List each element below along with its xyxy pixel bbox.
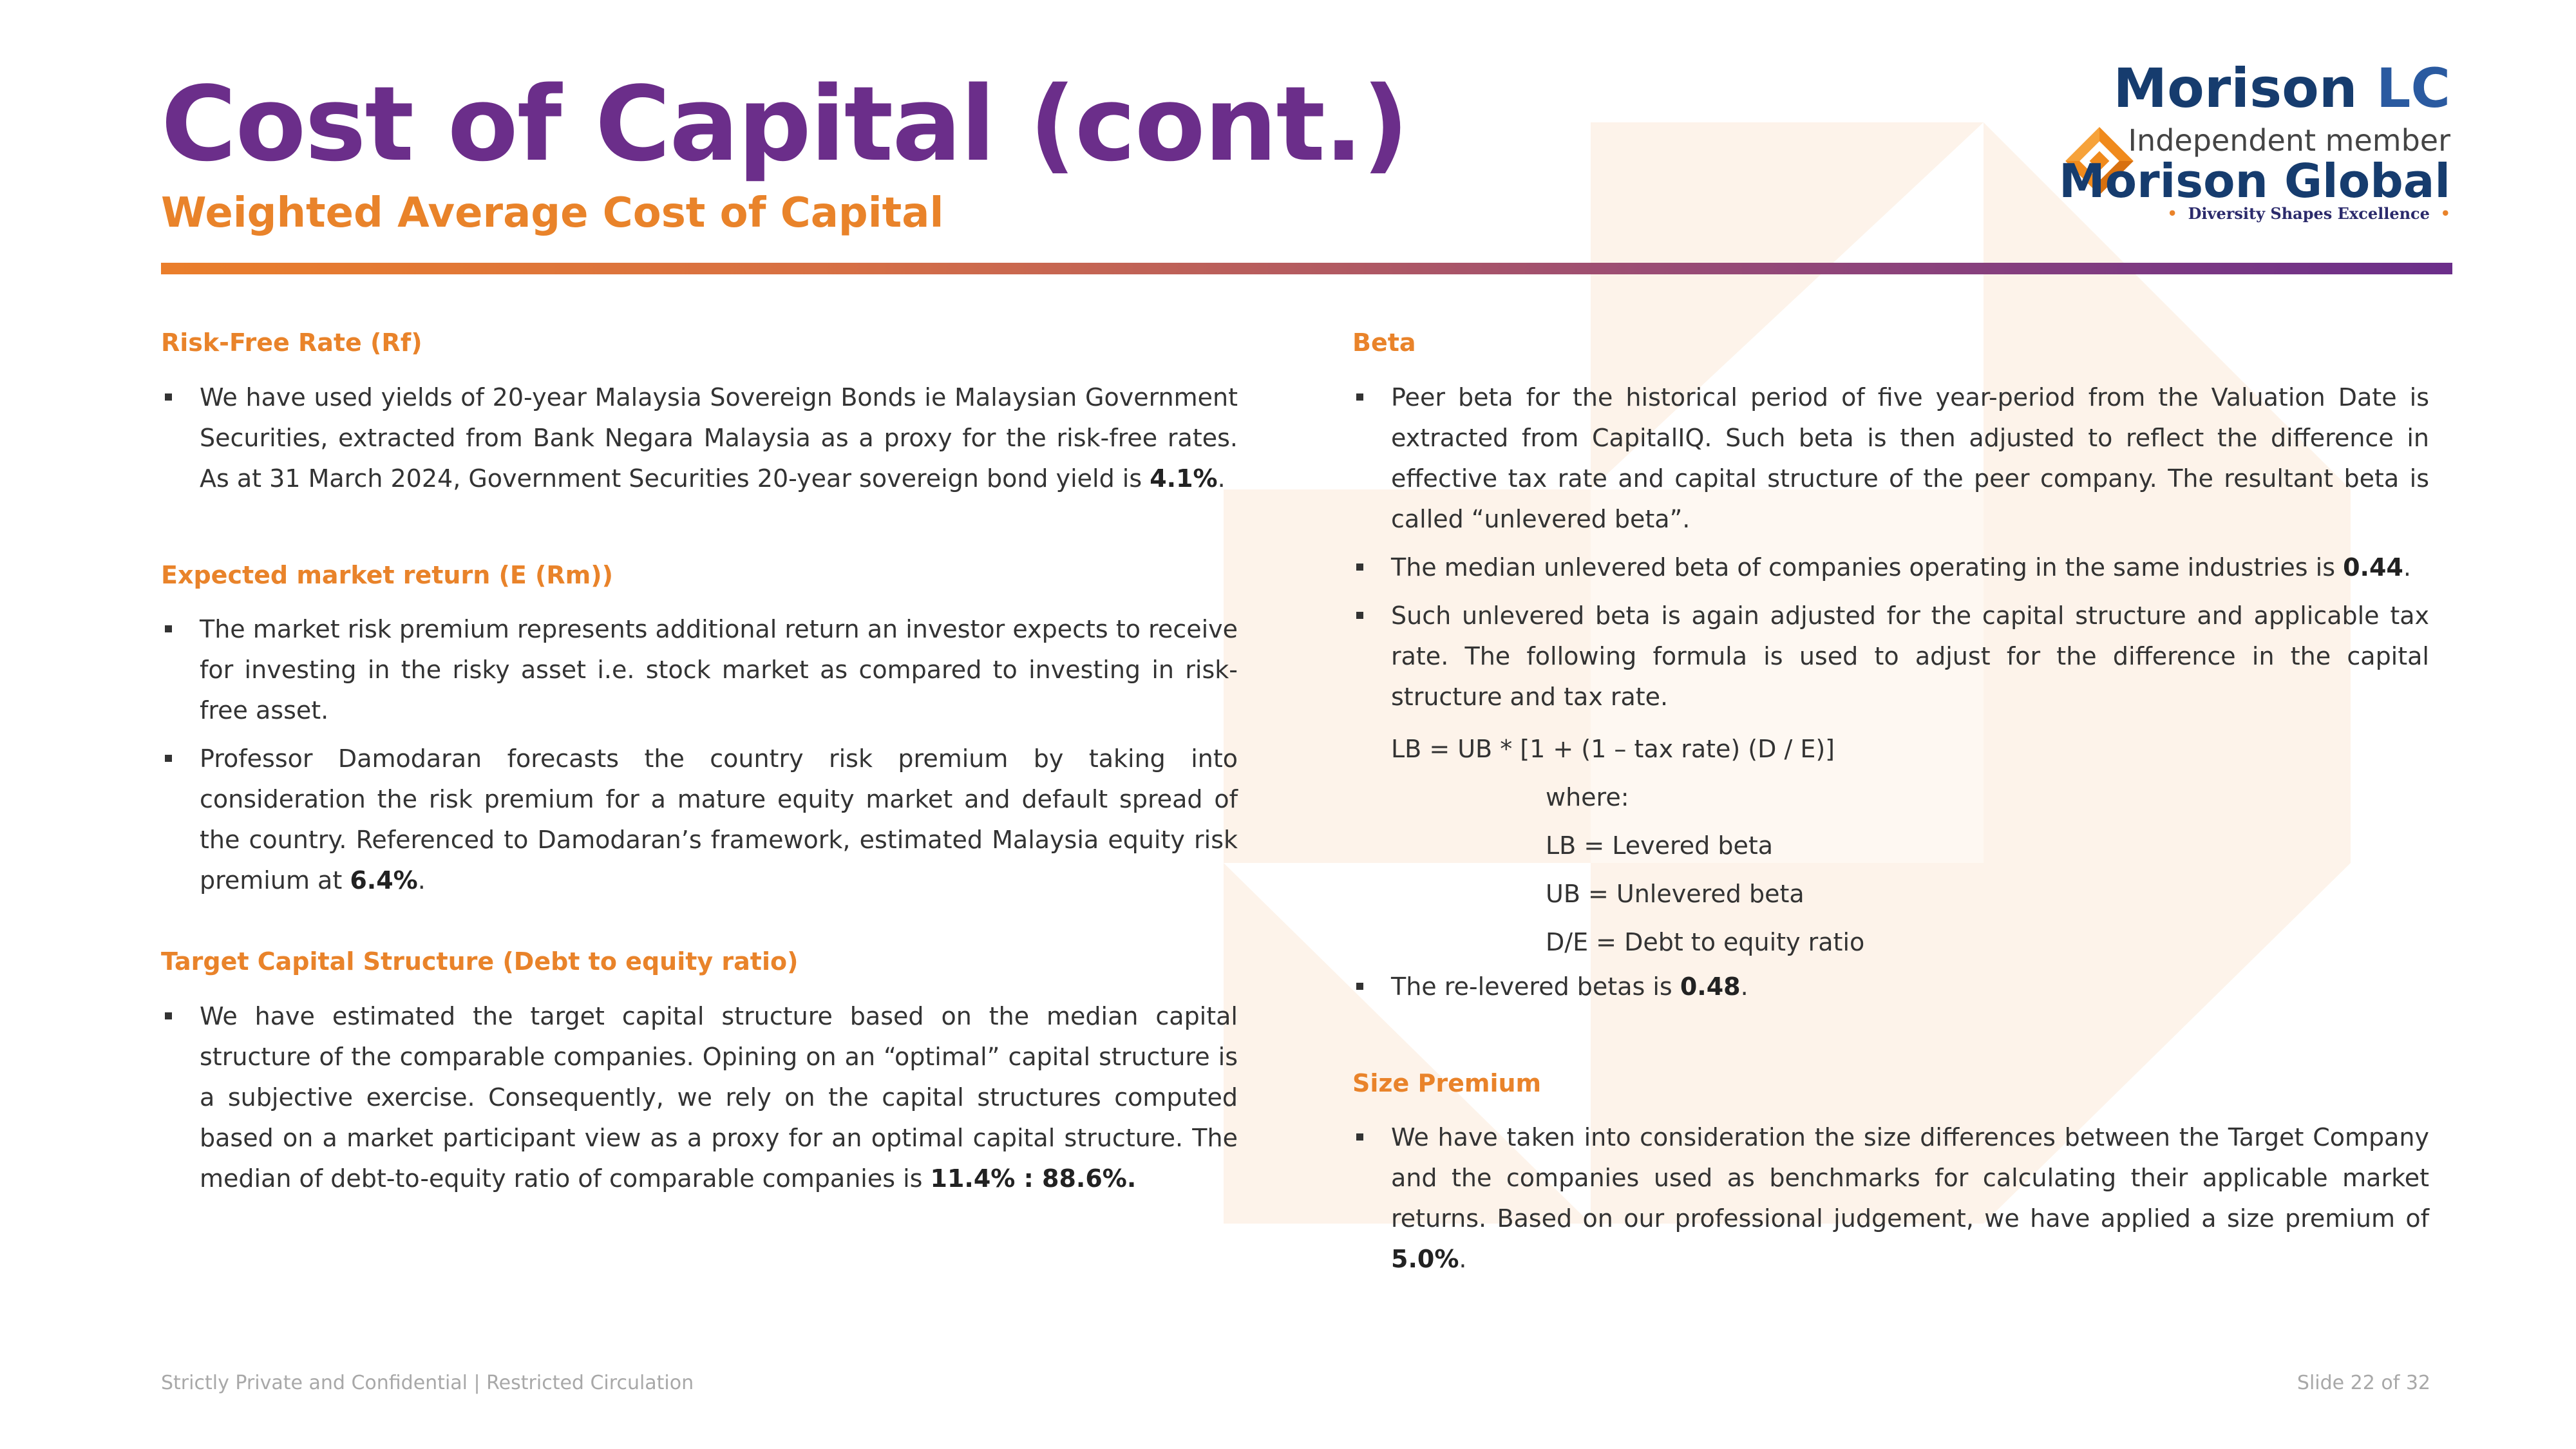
logo-member-text: Independent member (2128, 123, 2450, 158)
median-beta-bullet (1352, 547, 2429, 588)
page-subtitle: Weighted Average Cost of Capital (161, 189, 944, 237)
bullet-end: . (1217, 464, 1226, 493)
bullet-text: We have taken into consideration the size differences between the Target Company and the companies used as benchmarks for calculating their applicable market returns. Based on our professional judgement, we have applied a size premium of (1391, 1123, 2429, 1233)
bullet-text: The median unlevered beta of companies operating in the same industries is (1391, 553, 2344, 582)
bullet-end: . (1459, 1245, 1467, 1274)
section-heading-beta: Beta (1352, 328, 1416, 357)
header-gradient-rule (161, 263, 2452, 274)
morison-logo (2059, 57, 2450, 229)
bullet-text: We have estimated the target capital structure based on the median capital structure of the comparable companies. Opining on an “optimal” capital structure is a subjective exercise. Consequently, we rely on the capital structures computed based on a market participant view as a proxy for an optimal capital structure. The median of debt-to-equity ratio of comparable companies is (200, 1001, 1238, 1193)
levered-beta-formula: LB = UB * [1 + (1 – tax rate) (D / E)] (1391, 734, 1835, 763)
logo-wordmark (2113, 57, 2450, 120)
logo-tagline (2168, 206, 2451, 222)
left-column (161, 328, 1238, 1207)
bullet-text: Professor Damodaran forecasts the country risk premium by taking into consideration the risk premium for a mature equity market and default spread of the country. Referenced to Damodaran’s framework, estimated Malaysia equity risk premium at (200, 744, 1238, 895)
relevered-beta-bullet (1352, 967, 2429, 1007)
section-heading-target-capital-structure: Target Capital Structure (Debt to equity ratio) (161, 947, 799, 976)
bullet-text: Such unlevered beta is again adjusted for the capital structure and applicable tax rate. The following formula is used to adjust for the difference in the capital structure and tax rate. (1391, 601, 2429, 711)
section-heading-risk-free-rate: Risk-Free Rate (Rf) (161, 328, 422, 357)
logo-global-text: Morison Global (2059, 154, 2450, 208)
bullet-text: The re-levered betas is (1391, 972, 1680, 1001)
equity-risk-premium-value: 6.4% (350, 866, 418, 895)
section-heading-size-premium: Size Premium (1352, 1068, 1542, 1097)
footer-confidentiality: Strictly Private and Confidential | Restricted Circulation (161, 1372, 694, 1394)
unlevered-beta-value: 0.44 (2343, 553, 2403, 582)
page-title: Cost of Capital (cont.) (161, 64, 1408, 184)
market-risk-premium-bullet (161, 609, 1238, 731)
logo-name: Morison (2113, 57, 2376, 120)
bullet-end: . (2403, 553, 2411, 582)
definition-de: D/E = Debt to equity ratio (1546, 927, 1865, 956)
definition-ub: UB = Unlevered beta (1546, 879, 1804, 908)
definition-lb: LB = Levered beta (1546, 831, 1774, 860)
beta-adjustment-bullet (1352, 596, 2429, 717)
tagline-dot-icon: • (2440, 204, 2450, 223)
bullet-end: . (1740, 972, 1748, 1001)
size-premium-value: 5.0% (1391, 1245, 1459, 1274)
right-column (1352, 328, 2429, 1287)
risk-free-rate-bullet (161, 377, 1238, 499)
capital-structure-bullet (161, 996, 1238, 1199)
risk-free-rate-value: 4.1% (1150, 464, 1218, 493)
bullet-end: . (417, 866, 426, 895)
footer-slide-number: Slide 22 of 32 (2297, 1372, 2430, 1394)
debt-equity-ratio-value: 11.4% : 88.6%. (930, 1164, 1137, 1193)
formula-where: where: (1546, 782, 1629, 811)
tagline-dot-icon: • (2167, 204, 2177, 223)
peer-beta-bullet (1352, 377, 2429, 540)
bullet-text: Peer beta for the historical period of five year-period from the Valuation Date is extracted from CapitalIQ. Such beta is then adjusted to reflect the difference in effective tax rate and capital structure of the peer company. The resultant beta is called “unlevered beta”. (1391, 383, 2429, 533)
section-heading-expected-market-return: Expected market return (E (Rm)) (161, 560, 613, 589)
bullet-text: The market risk premium represents additional return an investor expects to receive for investing in the risky asset i.e. stock market as compared to investing in risk-free asset. (200, 615, 1238, 725)
tagline-text: Diversity Shapes Excellence (2188, 204, 2430, 223)
bullet-text: We have used yields of 20-year Malaysia Sovereign Bonds ie Malaysian Government Securities, extracted from Bank Negara Malaysia as a proxy for the risk-free rates. As at 31 March 2024, Government Securities 20-year sovereign bond yield is (200, 383, 1238, 493)
relevered-beta-value: 0.48 (1680, 972, 1741, 1001)
size-premium-bullet (1352, 1117, 2429, 1280)
damodaran-bullet (161, 739, 1238, 901)
logo-name-suffix: LC (2376, 57, 2450, 120)
